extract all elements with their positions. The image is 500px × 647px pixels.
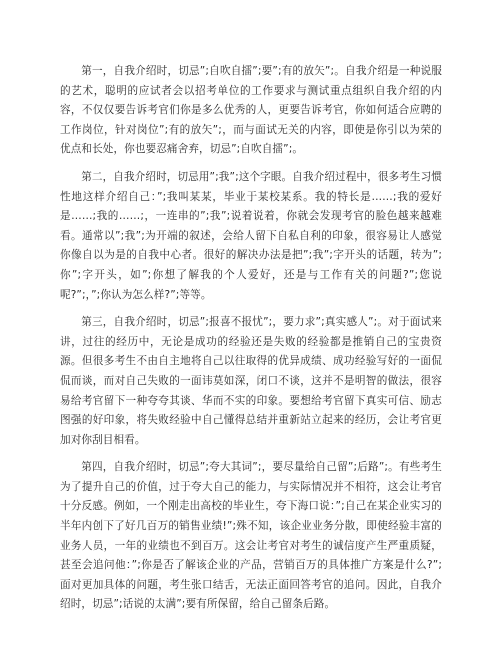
paragraph-2: 第二，自我介绍时，切忌用”;我”;这个字眼。自我介绍过程中，很多考生习惯性地这样介绍自己：”;我叫某某，毕业于某校某系。我的特长是……;我的爱好是……;我的……;，一连串的”;我”;说着说着，你就会发现考官的脸色越来越难看。通常以”;我”;为开端的叙述，会给人留下自私自利的印象，很容易让人感觉你像自以为是的自我中心者。很好的解决办法是把”;我”;字开头的话题，转为”;你”;字开头，如”;你想了解我的个人爱好，还是与工作有关的问题?”;您说呢?”;，”;你认为怎么样?”;等等。: [60, 170, 442, 301]
paragraph-4: 第四，自我介绍时，切忌”;夸大其词”;，要尽量给自己留”;后路”;。有些考生为了提升自己的价值，过于夸大自己的能力，与实际情况并不相符，这会让考官十分反感。例如，一个刚走出高校的毕业生，夸下海口说：”;自己在某企业实习的半年内创下了好几百万的销售业绩!”;殊不知，该企业业务分散，即使经验丰富的业务人员，一年的业绩也不到百万。这会让考官对考生的诚信度产生严重质疑，甚至会追问他：”;你是否了解该企业的产品，营销百万的具体推广方案是什么?”;面对更加具体的问题，考生张口结舌，无法正面回答考官的追问。因此，自我介绍时，切忌”;话说的太满”;要有所保留，给自己留条后路。: [60, 461, 442, 611]
document-body: [60, 62, 442, 623]
paragraph-3: 第三，自我介绍时，切忌”;报喜不报忧”;，要力求”;真实感人”;。对于面试来讲，过往的经历中，无论是成功的经验还是失败的经验都是推销自己的宝贵资源。但很多考生不由自主地将自己以往取得的优异成绩、成功经验写好的一面侃侃而谈，而对自己失败的一面讳莫如深，闭口不谈，这并不是明智的做法，很容易给考官留下一种夸夸其谈、华而不实的印象。要想给考官留下真实可信、励志图强的好印象，将失败经验中自己懂得总结并重新站立起来的经历，会让考官更加对你刮目相看。: [60, 316, 442, 446]
paragraph-1: 第一，自我介绍时，切忌”;自吹自擂”;要”;有的放矢”;。自我介绍是一种说服的艺术，聪明的应试者会以招考单位的工作要求与测试重点组织自我介绍的内容，不仅仅要告诉考官们你是多么优秀的人，更要告诉考官，你如何适合应聘的工作岗位，针对岗位”;有的放矢”;，而与面试无关的内容，即使是你引以为荣的优点和长处，你也要忍痛舍弃，切忌”;自吹自擂”;。: [60, 65, 442, 156]
